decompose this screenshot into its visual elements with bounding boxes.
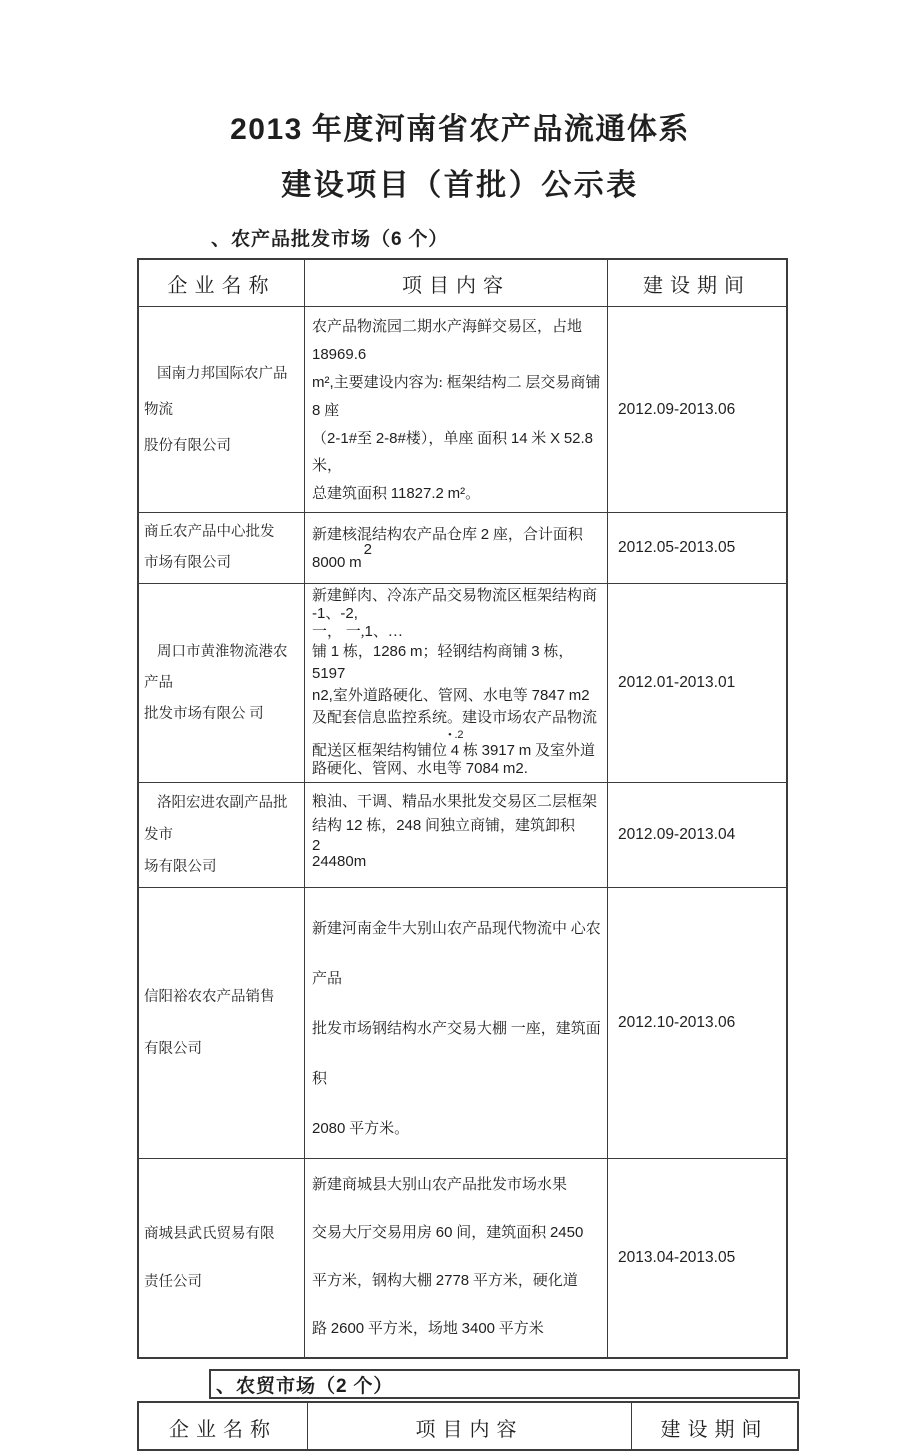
text-line: 配送区框架结构铺位 4 栋 3917 m 及室外道 bbox=[312, 742, 596, 759]
text-line: 新建河南金牛大别山农产品现代物流中 心农产品 bbox=[312, 921, 601, 987]
farmers-markets-table bbox=[137, 1401, 799, 1451]
company-name-cell bbox=[139, 307, 305, 512]
table-row bbox=[139, 1159, 786, 1357]
text-line: 批发市场钢结构水产交易大棚 一座，建筑面积 bbox=[312, 1021, 601, 1087]
text-line: 交易大厅交易用房 60 间，建筑面积 2450 bbox=[312, 1224, 584, 1241]
table1-body bbox=[139, 307, 786, 1357]
project-content-cell bbox=[305, 1159, 608, 1357]
project-content-cell bbox=[305, 888, 608, 1158]
table2-col-header-content: 项目内容 bbox=[308, 1403, 632, 1449]
text-line: 新建鲜肉、冷冻产品交易物流区框架结构商 -1、-2, bbox=[312, 588, 598, 622]
company-name-cell bbox=[139, 1159, 305, 1357]
text-line: 国南力邦国际农广品 物流 bbox=[144, 365, 288, 418]
text-line: 商丘农产品中心批发 bbox=[144, 524, 275, 540]
text-line: 信阳裕农农产品销售 bbox=[144, 989, 275, 1005]
text-line: 总建筑面积 11827.2 m²。 bbox=[312, 485, 481, 502]
table-row bbox=[139, 783, 786, 888]
text-line: 及配套信息监控系统。建设市场农产品物流 bbox=[312, 710, 598, 726]
text-line: 股份有限公司 bbox=[144, 437, 231, 454]
text-line: 2 bbox=[312, 837, 321, 854]
title-line-1: 2013 年度河南省农产品流通体系 bbox=[230, 113, 690, 146]
construction-period-cell: 2012.09-2013.04 bbox=[618, 826, 736, 843]
text-line: • .2 bbox=[448, 729, 464, 741]
section-heading-farmers-markets: 、农贸市场（2 个） bbox=[216, 1375, 394, 1397]
text-line: 商城县武氏贸易有限 bbox=[144, 1226, 275, 1242]
company-name-cell bbox=[139, 783, 305, 887]
table-row bbox=[139, 888, 786, 1159]
company-name-cell bbox=[139, 513, 305, 583]
project-content-cell bbox=[305, 513, 608, 583]
text-line: n2,室外道路硬化、管网、水电等 7847 m2 bbox=[312, 687, 590, 704]
text-line: 场有限公司 bbox=[144, 859, 217, 875]
text-line: 24480m bbox=[312, 853, 367, 870]
text-line: 新建商城县大别山农产品批发市场水果 bbox=[312, 1177, 568, 1193]
table2-header-row bbox=[139, 1403, 797, 1449]
company-name-cell bbox=[139, 584, 305, 782]
table2-col-header-period: 建设期间 bbox=[660, 1419, 769, 1441]
table1-col-header-period: 建设期间 bbox=[643, 274, 751, 297]
table1-col-header-content: 项目内容 bbox=[305, 260, 608, 306]
text-line: 粮油、干调、精品水果批发交易区二层框架 bbox=[312, 794, 598, 810]
text-line: 8000 m2 bbox=[312, 541, 372, 571]
table-row bbox=[139, 584, 786, 783]
construction-period-cell: 2012.05-2013.05 bbox=[618, 539, 736, 556]
company-name-cell bbox=[139, 888, 305, 1158]
text-line: 周口市黄淮物流港农 产品 bbox=[144, 643, 288, 691]
superscript: 2 bbox=[363, 541, 372, 558]
text-line: 铺 1 栋，1286 m；轻钢结构商铺 3 栋，5197 bbox=[312, 643, 574, 682]
wholesale-markets-table bbox=[137, 258, 788, 1359]
text-line: m²,主要建设内容为: 框架结构二 层交易商铺 8 座 bbox=[312, 374, 601, 419]
construction-period-cell: 2012.10-2013.06 bbox=[618, 1014, 736, 1031]
table-row bbox=[139, 513, 786, 584]
table1-col-header-company: 企业名称 bbox=[139, 260, 305, 306]
text-line: 路硬化、管网、水电等 7084 m2. bbox=[312, 760, 528, 777]
project-content-cell bbox=[305, 307, 608, 512]
text-line: 批发市场有限公 司 bbox=[144, 705, 264, 722]
text-line: 结构 12 栋，248 间独立商铺，建筑卸积 bbox=[312, 817, 576, 834]
project-content-cell bbox=[305, 584, 608, 782]
text-line: 农产品物流园二期水产海鲜交易区，占地 18969.6 bbox=[312, 319, 583, 363]
text-line: 洛阳宏进农副产品批 发市 bbox=[144, 795, 288, 843]
section-heading-farmers-markets-box bbox=[209, 1369, 800, 1399]
title-line-2: 建设项目（首批）公示表 bbox=[281, 169, 639, 202]
text-line: 市场有限公司 bbox=[144, 555, 231, 571]
construction-period-cell: 2012.09-2013.06 bbox=[618, 400, 736, 418]
construction-period-cell: 2012.01-2013.01 bbox=[618, 674, 736, 691]
table2-col-header-company: 企业名称 bbox=[139, 1403, 308, 1449]
document-title bbox=[0, 0, 920, 206]
table-row bbox=[139, 307, 786, 513]
construction-period-cell: 2013.04-2013.05 bbox=[618, 1249, 736, 1266]
text-line: 平方米，钢构大棚 2778 平方米，硬化道 bbox=[312, 1272, 578, 1289]
section-heading-wholesale-markets: 、农产品批发市场（6 个） bbox=[211, 229, 449, 250]
text-line: 2080 平方米。 bbox=[312, 1120, 410, 1137]
text-line: 责任公司 bbox=[144, 1274, 202, 1290]
text-line: 路 2600 平方米，场地 3400 平方米 bbox=[312, 1320, 544, 1337]
table1-header-row bbox=[139, 260, 786, 307]
text-line: 新建核混结构农产品仓库 2 座，合计面积 bbox=[312, 526, 583, 543]
project-content-cell bbox=[305, 783, 608, 887]
text-line: 有限公司 bbox=[144, 1041, 202, 1057]
text-line: （2-1#至 2-8#楼），单座 面积 14 米 X 52.8 米， bbox=[312, 430, 594, 474]
text-line: 一， 一,1、… bbox=[312, 623, 403, 640]
